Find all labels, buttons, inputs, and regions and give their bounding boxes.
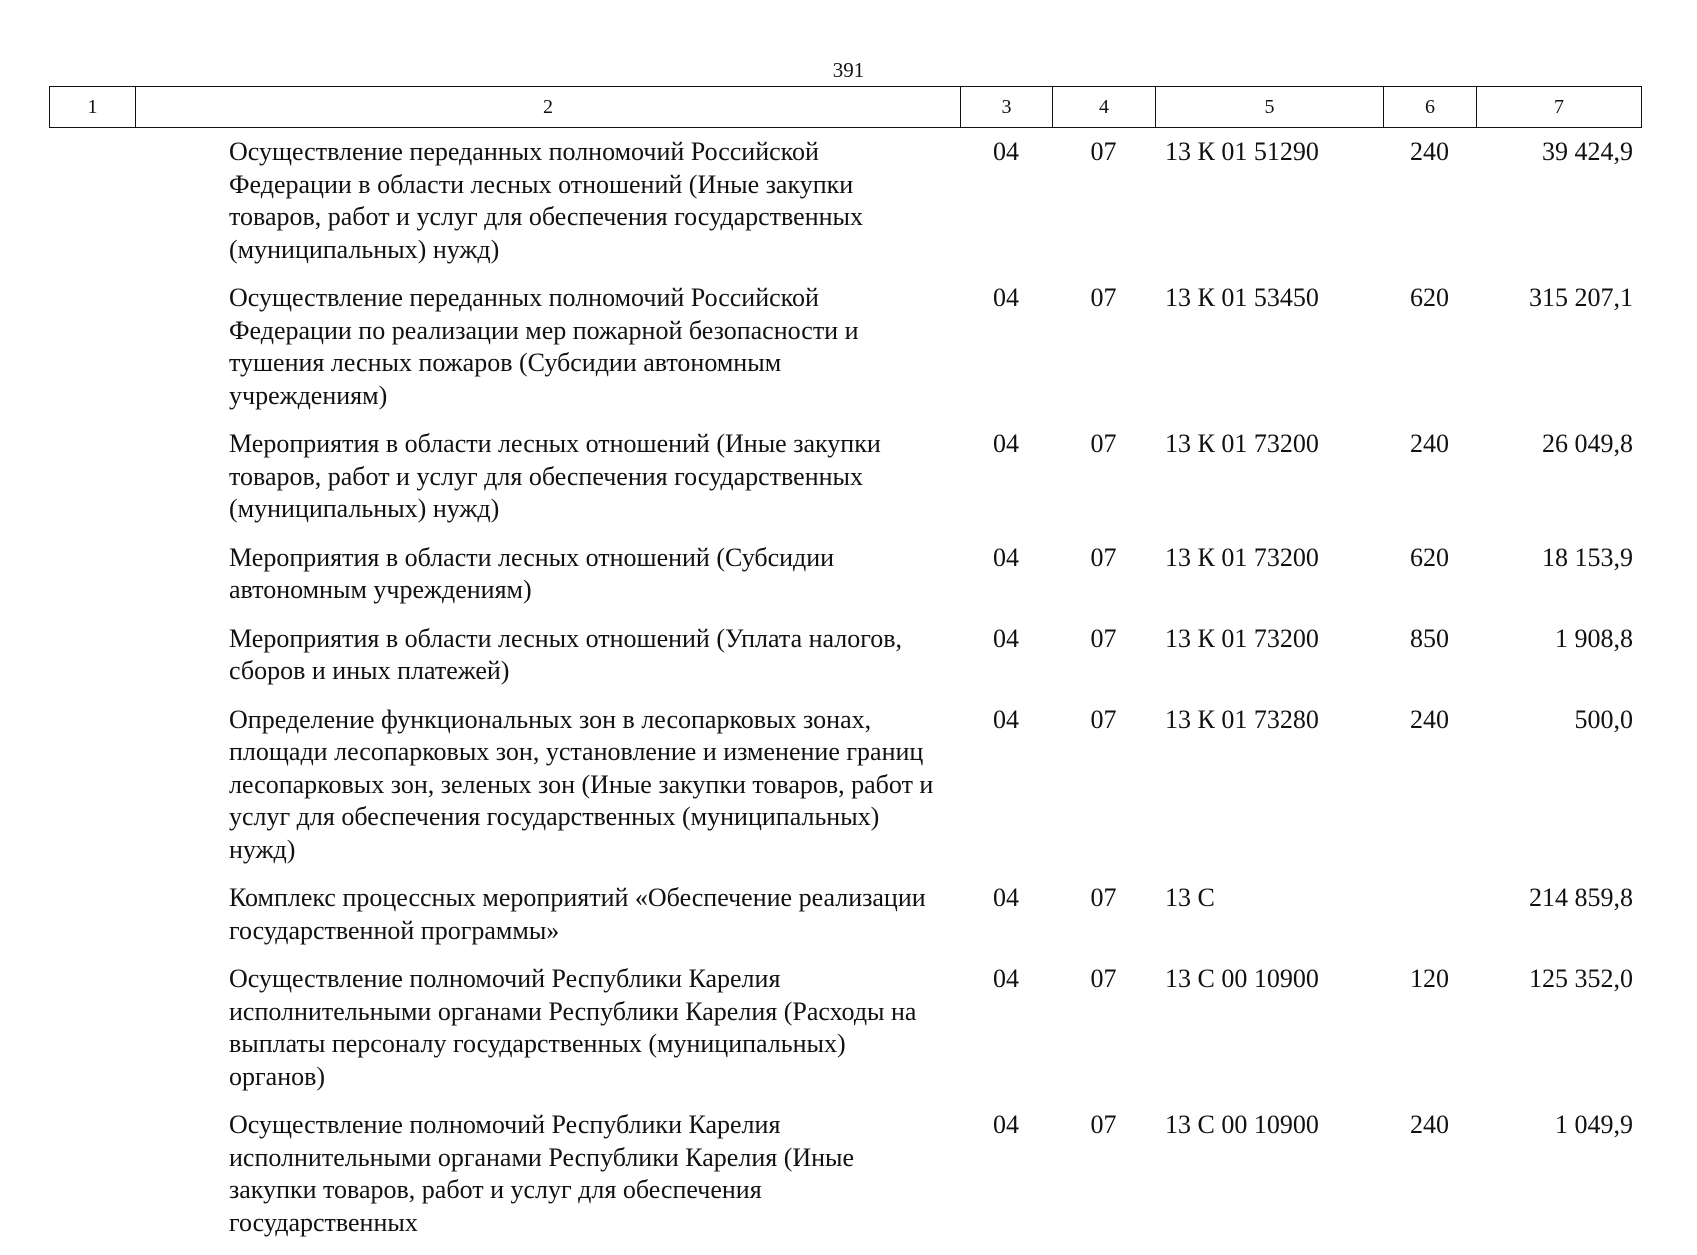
header-cell-6: 6 <box>1384 87 1477 128</box>
section-code: 04 <box>993 137 1019 166</box>
budget-table <box>49 136 1641 1255</box>
header-row <box>50 87 1642 128</box>
expense-description: Осуществление переданных полномочий Российской Федерации по реализации мер пожарной безопасности и тушения лесных пожаров (Субсидии автономным учреждениям) <box>229 283 859 410</box>
subsection-code: 07 <box>1090 283 1117 312</box>
row-number-cell <box>49 963 135 1109</box>
row-number-cell <box>49 623 135 704</box>
target-article-code: 13 С 00 10900 <box>1165 1110 1319 1139</box>
amount: 39 424,9 <box>1542 137 1633 166</box>
expense-description: Мероприятия в области лесных отношений (Уплата налогов, сборов и иных платежей) <box>229 623 903 685</box>
expense-type-code: 240 <box>1410 137 1449 166</box>
row-number-cell <box>49 542 135 623</box>
row-number-cell <box>49 428 135 542</box>
table-row <box>49 704 1641 883</box>
table-row <box>49 882 1641 963</box>
subsection-code: 07 <box>1090 137 1117 166</box>
expense-description: Осуществление полномочий Республики Карелия исполнительными органами Республики Карелия (Расходы на выплаты персоналу государственных (муниципальных) органов) <box>229 964 917 1091</box>
header-cell-1: 1 <box>50 87 136 128</box>
table-row <box>49 428 1641 542</box>
target-article-code: 13 К 01 51290 <box>1165 137 1319 166</box>
target-article-code: 13 К 01 53450 <box>1165 283 1319 312</box>
table-row <box>49 963 1641 1109</box>
expense-description: Мероприятия в области лесных отношений (Субсидии автономным учреждениям) <box>229 542 835 604</box>
target-article-code: 13 С 00 10900 <box>1165 964 1319 993</box>
amount: 1 908,8 <box>1555 623 1633 653</box>
section-code: 04 <box>993 964 1019 993</box>
table-row <box>49 136 1641 282</box>
section-code: 04 <box>993 704 1019 734</box>
section-code: 04 <box>993 623 1019 653</box>
amount: 500,0 <box>1574 704 1633 734</box>
amount: 1 049,9 <box>1555 1110 1633 1139</box>
expense-type-code: 120 <box>1410 964 1449 993</box>
header-cell-3: 3 <box>961 87 1053 128</box>
expense-type-code: 620 <box>1410 283 1449 312</box>
expense-type-code <box>1383 882 1476 963</box>
section-code: 04 <box>993 1110 1019 1139</box>
subsection-code: 07 <box>1090 429 1117 458</box>
row-number-cell <box>49 282 135 428</box>
amount: 26 049,8 <box>1542 429 1633 458</box>
row-number-cell <box>49 882 135 963</box>
column-number-header <box>49 86 1642 128</box>
amount: 214 859,8 <box>1529 883 1633 912</box>
section-code: 04 <box>993 283 1019 312</box>
subsection-code: 07 <box>1090 542 1117 572</box>
expense-description: Осуществление переданных полномочий Российской Федерации в области лесных отношений (Иные закупки товаров, работ и услуг для обеспечения государственных (муниципальных) нужд) <box>229 137 863 264</box>
subsection-code: 07 <box>1090 883 1117 912</box>
target-article-code: 13 К 01 73280 <box>1165 704 1319 734</box>
header-cell-7: 7 <box>1477 87 1642 128</box>
row-number-cell <box>49 704 135 883</box>
table-row <box>49 623 1641 704</box>
target-article-code: 13 К 01 73200 <box>1165 542 1319 572</box>
row-number-cell <box>49 1109 135 1255</box>
header-cell-4: 4 <box>1053 87 1156 128</box>
header-cell-5: 5 <box>1156 87 1384 128</box>
subsection-code: 07 <box>1090 623 1117 653</box>
amount: 315 207,1 <box>1529 283 1633 312</box>
table-row <box>49 282 1641 428</box>
budget-table-body <box>49 136 1641 1255</box>
table-row <box>49 1109 1641 1255</box>
section-code: 04 <box>993 883 1019 912</box>
amount: 18 153,9 <box>1542 542 1633 572</box>
row-number-cell <box>49 136 135 282</box>
subsection-code: 07 <box>1090 704 1117 734</box>
subsection-code: 07 <box>1090 1110 1117 1139</box>
section-code: 04 <box>993 429 1019 458</box>
target-article-code: 13 С <box>1165 883 1215 912</box>
expense-description: Мероприятия в области лесных отношений (Иные закупки товаров, работ и услуг для обеспечения государственных (муниципальных) нужд) <box>229 429 881 523</box>
header-cell-2: 2 <box>136 87 961 128</box>
expense-type-code: 240 <box>1410 429 1449 458</box>
target-article-code: 13 К 01 73200 <box>1165 429 1319 458</box>
section-code: 04 <box>993 542 1019 572</box>
subsection-code: 07 <box>1090 964 1117 993</box>
target-article-code: 13 К 01 73200 <box>1165 623 1319 653</box>
expense-description: Определение функциональных зон в лесопарковых зонах, площади лесопарковых зон, установление и изменение границ лесопарковых зон, зеленых зон (Иные закупки товаров, работ и услуг для обеспечения государственных (муниципальных) нужд) <box>229 704 934 864</box>
expense-type-code: 240 <box>1410 704 1449 734</box>
expense-type-code: 240 <box>1410 1110 1449 1139</box>
page-number: 391 <box>832 58 865 82</box>
expense-description: Комплекс процессных мероприятий «Обеспечение реализации государственной программы» <box>229 883 926 945</box>
amount: 125 352,0 <box>1529 964 1633 993</box>
expense-type-code: 620 <box>1410 542 1449 572</box>
expense-description: Осуществление полномочий Республики Карелия исполнительными органами Республики Карелия (Иные закупки товаров, работ и услуг для обеспечения государственных <box>229 1110 855 1237</box>
table-row <box>49 542 1641 623</box>
expense-type-code: 850 <box>1410 623 1449 653</box>
